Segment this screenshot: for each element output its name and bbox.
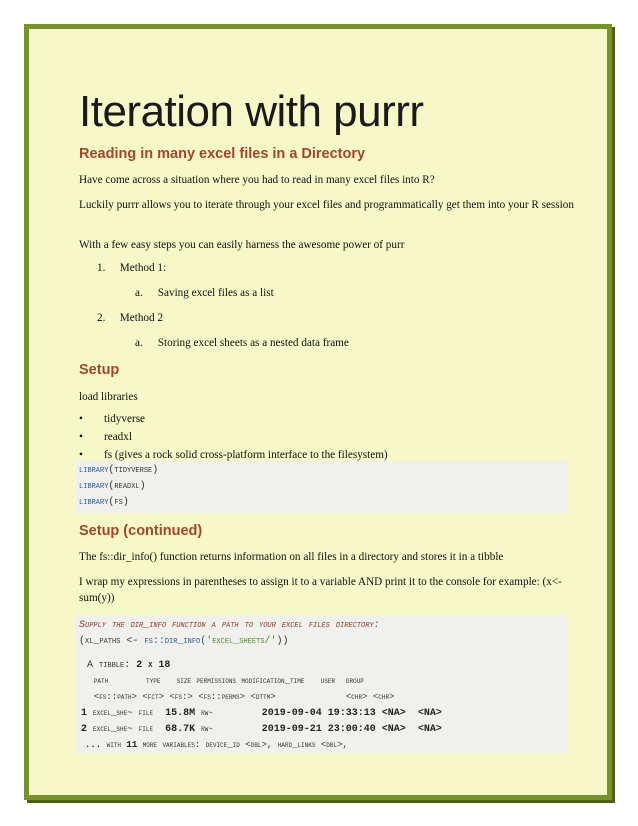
sub-list-item	[135, 287, 274, 299]
code-line: library(tidyverse)	[79, 465, 159, 476]
row-index: 1	[81, 708, 88, 719]
paragraph: load libraries	[79, 391, 138, 403]
section-heading-setup-continued: Setup (continued)	[79, 523, 203, 539]
cell-group: <NA>	[417, 724, 442, 735]
bullet-label: fs (gives a rock solid cross-platform interface to the filesystem)	[104, 449, 388, 461]
section-heading-setup: Setup	[79, 362, 120, 378]
more-rest: more variables: device_id <dbl>, hard_links <dbl>,	[137, 740, 348, 750]
cell-group: <NA>	[417, 708, 442, 719]
cell-size: 15.8M	[165, 708, 196, 719]
cell-time: 2019-09-21 23:00:40	[261, 724, 376, 735]
paragraph: I wrap my expressions in parentheses to assign it to a variable AND print it to the console for example: (x<-sum(y))	[79, 576, 562, 604]
cell-user: <NA>	[381, 724, 406, 735]
tibble-more	[85, 740, 348, 750]
paragraph: Luckily purrr allows you to iterate through your excel files and programmatically get them into your R session	[79, 199, 574, 211]
code-function: library	[79, 481, 109, 492]
tibble-row	[81, 724, 442, 735]
bullet-icon: •	[79, 431, 83, 443]
section-heading-reading: Reading in many excel files in a Directory	[79, 146, 366, 162]
bullet-label: readxl	[104, 431, 132, 443]
cell-type: file	[138, 724, 154, 734]
page-title: Iteration with purrr	[79, 87, 424, 136]
list-number: 1.	[97, 262, 106, 274]
code-comment: Supply the dir_info function a path to your excel files directory:	[79, 620, 380, 631]
cell-perms: rw-	[201, 724, 214, 734]
bullet-icon: •	[79, 449, 83, 461]
tibble-label: A tibble:	[87, 660, 137, 671]
tibble-dims: 2 x 18	[136, 660, 171, 671]
tibble-column-types: <fs::path> <fct> <fs:> <fs::perms> <dttm> <chr> <chr>	[83, 692, 395, 702]
paragraph: Have come across a situation where you had to read in many excel files into R?	[79, 174, 435, 186]
paragraph: The fs::dir_info() function returns information on all files in a directory and stores it in a tibble	[79, 551, 504, 563]
sub-list-letter: a.	[135, 337, 143, 349]
cell-path: excel_she~	[93, 724, 133, 734]
more-count: 11	[126, 740, 138, 750]
more-text: with	[101, 740, 127, 750]
sub-list-label: Saving excel files as a list	[157, 287, 274, 299]
code-line	[79, 636, 288, 647]
bullet-item	[79, 413, 145, 425]
code-line: library(fs)	[79, 497, 129, 508]
bullet-icon: •	[79, 413, 83, 425]
tibble-header	[87, 660, 170, 671]
cell-perms: rw-	[201, 708, 214, 718]
cell-time: 2019-09-04 19:33:13	[261, 708, 376, 719]
cell-size: 68.7K	[165, 724, 196, 735]
row-index: 2	[81, 724, 88, 735]
code-open: (xl_paths <-	[79, 636, 145, 647]
code-close: ))	[276, 636, 289, 647]
page-frame	[24, 24, 612, 800]
cell-type: file	[138, 708, 154, 718]
paragraph: With a few easy steps you can easily harness the awesome power of purr	[79, 239, 405, 251]
code-function: fs::dir_info(	[144, 636, 207, 647]
code-block-dir-info	[75, 615, 568, 753]
cell-path: excel_she~	[93, 708, 133, 718]
bullet-item	[79, 449, 388, 461]
list-item-method-2	[97, 312, 163, 324]
code-block-libraries	[75, 461, 568, 513]
code-arg: fs	[114, 497, 123, 508]
code-line: library(readxl)	[79, 481, 146, 492]
tibble-row	[81, 708, 442, 719]
sub-list-label: Storing excel sheets as a nested data frame	[157, 337, 349, 349]
cell-user: <NA>	[381, 708, 406, 719]
sub-list-letter: a.	[135, 287, 143, 299]
list-number: 2.	[97, 312, 106, 324]
code-string: 'excel_sheets/'	[206, 636, 277, 647]
list-item-method-1	[97, 262, 166, 274]
code-function: library	[79, 465, 109, 476]
sub-list-item	[135, 337, 349, 349]
bullet-label: tidyverse	[104, 413, 146, 425]
list-label: Method 2	[119, 312, 163, 324]
tibble-columns: path type size permissions modification_time user group	[83, 676, 364, 686]
code-arg: readxl	[114, 481, 140, 492]
list-label: Method 1:	[119, 262, 167, 274]
code-arg: tidyverse	[114, 465, 153, 476]
bullet-item	[79, 431, 132, 443]
more-ellipsis: ...	[85, 740, 102, 750]
code-function: library	[79, 497, 109, 508]
